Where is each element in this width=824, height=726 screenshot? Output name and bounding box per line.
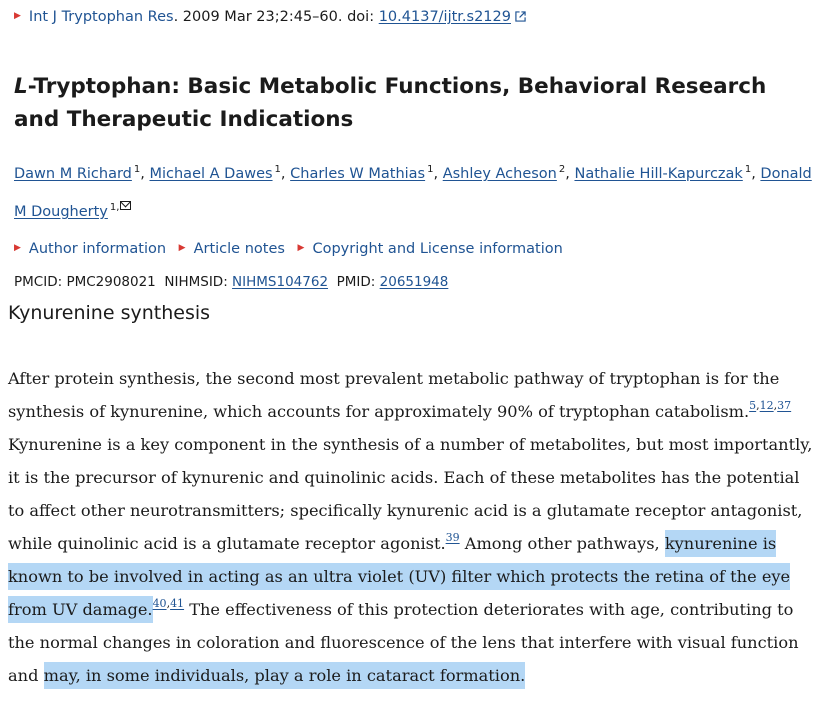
nihmsid-link[interactable]: NIHMS104762 [232,274,329,290]
reference-superscript: 40,41 [152,597,185,610]
article-notes-label: Article notes [193,241,285,257]
author-affiliation: 1 [274,164,281,175]
reference-superscript [446,531,460,544]
text-selection: may, in some individuals, play a role in cataract formation. [44,662,526,689]
paragraph-text: After protein synthesis, the second most prevalent metabolic pathway of tryptophan is for the synthesis of kynurenine, which accounts for approximately 90% of tryptophan catabolism. [8,369,780,421]
copyright-toggle[interactable] [298,241,563,257]
paragraph-text: The effectiveness of this protection deteriorates with age, contributing to the normal changes in coloration and fluorescence of the lens that interfere with visual function and [8,600,799,685]
author-affiliation: 1, [109,202,120,213]
reference-link[interactable]: 12 [759,399,774,412]
author-information-label: Author information [28,241,167,257]
pmcid-label: PMCID: [14,274,67,290]
author-link[interactable]: Dawn M Richard [14,166,132,182]
citation-line [14,7,526,27]
doi-link[interactable]: 10.4137/ijtr.s2129 [378,9,511,25]
article-notes-bar [14,238,571,260]
author-affiliation: 2 [558,164,566,175]
email-icon[interactable] [120,201,131,210]
expand-triangle-icon[interactable]: ▶ [14,11,21,21]
expand-triangle-icon: ▶ [178,243,186,253]
author-link[interactable]: Charles W Mathias [290,166,426,182]
author-affiliation: 1 [133,164,141,175]
citation-details: . 2009 Mar 23;2:45–60. doi: [173,9,379,25]
external-link-icon[interactable] [515,11,526,22]
title-text: -Tryptophan: Basic Metabolic Functions, Behavioral Research and Therapeutic Indications [14,74,767,132]
reference-link[interactable]: 39 [445,531,460,544]
copyright-label: Copyright and License information [312,241,563,257]
nihmsid-label: NIHMSID: [164,274,233,290]
author-link[interactable]: Donald M Dougherty [14,166,812,220]
text-selection: kynurenine is known to be involved in acting as an ultra violet (UV) filter which protects the retina of the eye from UV damage. [8,530,790,623]
article-notes-toggle[interactable] [179,241,285,257]
reference-link[interactable]: 40 [152,597,167,610]
title-italic-l: L [14,74,28,99]
author-affiliation: 1 [427,164,434,175]
paragraph-text: Among other pathways, [459,534,665,553]
author-link[interactable]: Nathalie Hill-Kapurczak [574,166,743,182]
author-link[interactable]: Michael A Dawes [149,166,273,182]
author-list: Dawn M Richard $^1$, Michael A Dawes $^1$, Charles W Mathias $^1$, Ashley Acheson $^2$, Nathalie Hill-Kapurczak $^1$, Donald M Dougherty $^{1,}$ [14,164,812,220]
author-link[interactable]: Ashley Acheson [442,166,557,182]
pmcid-value: PMC2908021 [66,274,156,290]
article-title [14,70,794,136]
expand-triangle-icon: ▶ [14,243,21,253]
pmid-label: PMID: [336,274,380,290]
expand-triangle-icon: ▶ [297,243,305,253]
journal-link[interactable]: Int J Tryptophan Res [28,9,174,25]
reference-link[interactable]: 5 [749,399,757,412]
reference-link[interactable]: 41 [170,597,185,610]
pmid-link[interactable]: 20651948 [379,274,449,290]
article-ids [14,272,448,292]
body-paragraph [8,362,820,692]
reference-link[interactable]: 37 [777,399,792,412]
section-heading: Kynurenine synthesis [8,302,211,324]
author-information-toggle[interactable] [14,241,166,257]
author-affiliation: 1 [744,164,752,175]
reference-superscript: 5,12,37 [749,399,792,412]
paragraph-text: Kynurenine is a key component in the synthesis of a number of metabolites, but most importantly, it is the precursor of kynurenic and quinolinic acids. Each of these metabolites has the potential to affect other neurotransmitters; specifically kynurenic acid is a glutamate receptor antagonist, while quinolinic acid is a glutamate receptor agonist. [8,435,813,553]
